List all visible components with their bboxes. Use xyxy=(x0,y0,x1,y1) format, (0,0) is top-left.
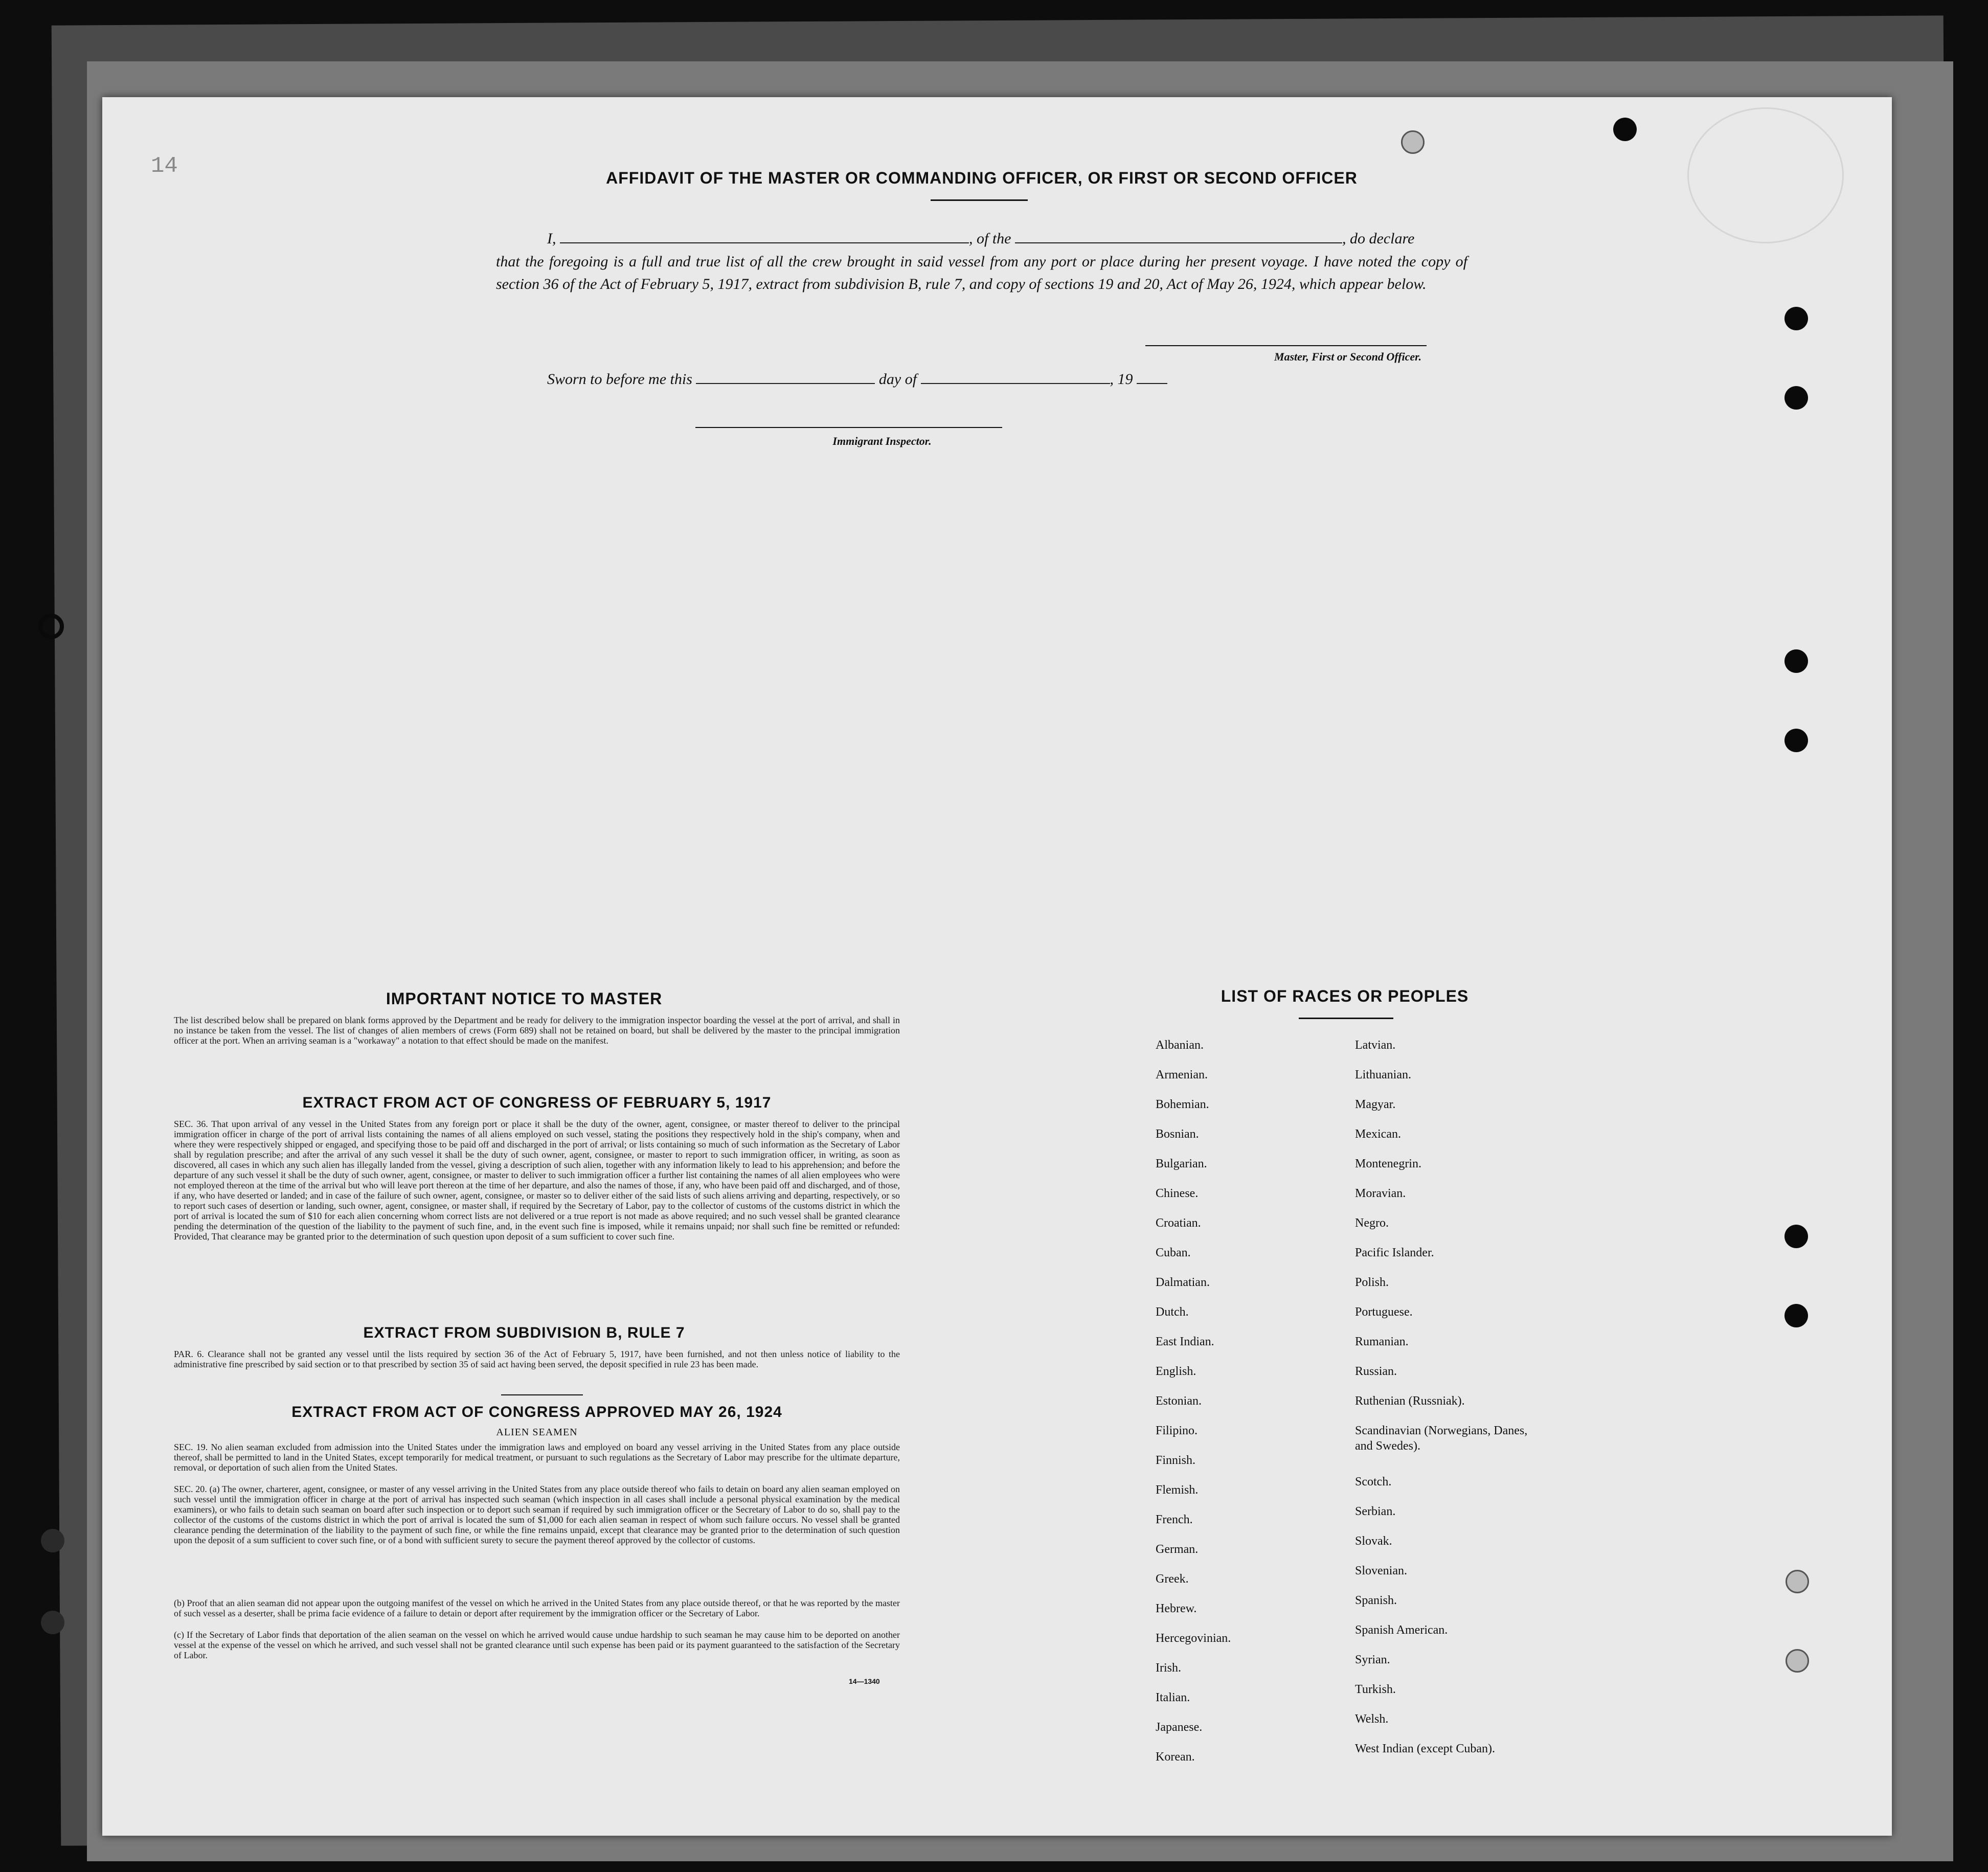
inspector-caption: Immigrant Inspector. xyxy=(832,435,932,447)
punch-hole-icon xyxy=(1784,307,1808,330)
race-item: Spanish American. xyxy=(1355,1623,1448,1637)
race-item: Ruthenian (Russniak). xyxy=(1355,1394,1465,1408)
race-item: Dutch. xyxy=(1156,1305,1189,1319)
race-item: Russian. xyxy=(1355,1365,1397,1378)
margin-mark: 14 xyxy=(151,153,178,179)
sworn-day-blank[interactable] xyxy=(696,383,875,384)
race-item: Latvian. xyxy=(1355,1039,1396,1052)
race-item: Estonian. xyxy=(1156,1394,1202,1408)
race-item: Croatian. xyxy=(1156,1216,1201,1230)
punch-hole-icon xyxy=(1613,118,1637,141)
sworn-day-of-label: day of xyxy=(878,371,917,388)
extract-1917-body: SEC. 36. That upon arrival of any vessel in the United States from any foreign port or place it shall be the duty of the owner, agent, consignee, or master thereof to deliver to the principal immigration officer in charge of the port of arrival lists containing the names of all aliens employed on such vessel, stating the positions they respectively hold in the ship's company, when and where they were respectively shipped or engaged, and specifying those to be paid off and discharged in the port of arrival; or lists containing so much of such information as the Secretary of Labor shall by regulation prescribe; and after the arrival of any such vessel it shall be the duty of such owner, agent, consignee, or master to report to such immigration officer, in writing, as soon as discovered, all cases in which any such alien has illegally landed from the vessel, giving a description of such alien, together with any information likely to lead to his apprehension; and before the departure of any such vessel it shall be the duty of such owner, agent, consignee, or master to deliver to such immigration officer a further list containing the names of all alien employees who were not employed thereon at the time of the arrival but who will leave port thereon at the time of her departure, and also the names of those, if any, who have been paid off and discharged, and of those, if any, who have deserted or landed; and in case of the failure of such owner, agent, consignee, or master so to deliver either of the said lists of such aliens arriving and departing, respectively, or so to report such cases of desertion or landing, such owner, agent, consignee, or master shall, if required by the Secretary of Labor, pay to the collector of customs of the customs district in which the port of arrival is located the sum of $10 for each alien concerning whom correct lists are not delivered or a true report is not made as above required; and no such vessel shall be granted clearance pending the determination of the question of the liability to the payment of such fine, and, in the event such fine is imposed, while it remains unpaid; nor shall such fine be remitted or refunded: Provided, That clearance may be granted prior to the determination of such question upon deposit of a sum sufficient to cover such fine. xyxy=(174,1119,900,1242)
inspector-line xyxy=(695,427,1002,428)
race-item: Bosnian. xyxy=(1156,1127,1199,1141)
race-item: English. xyxy=(1156,1365,1196,1378)
punch-hole-icon xyxy=(1784,649,1808,673)
sworn-year-blank[interactable] xyxy=(1137,383,1167,384)
race-item: Pacific Islander. xyxy=(1355,1246,1434,1259)
race-item: German. xyxy=(1156,1543,1199,1556)
race-item: Japanese. xyxy=(1156,1721,1203,1734)
alien-seamen-subtitle: ALIEN SEAMEN xyxy=(496,1427,578,1438)
document-page xyxy=(102,97,1892,1836)
race-item: Spanish. xyxy=(1355,1594,1397,1607)
race-item: Portuguese. xyxy=(1355,1305,1413,1319)
race-item: West Indian (except Cuban). xyxy=(1355,1742,1495,1755)
race-item: Syrian. xyxy=(1355,1653,1390,1666)
sworn-year-label: , 19 xyxy=(1110,371,1133,388)
race-item: Flemish. xyxy=(1156,1483,1199,1497)
affidavit-title-rule xyxy=(931,199,1028,201)
race-item: Hercegovinian. xyxy=(1156,1632,1231,1645)
race-item: Italian. xyxy=(1156,1691,1190,1704)
race-item: Magyar. xyxy=(1355,1098,1396,1111)
punch-hole-icon xyxy=(1784,1304,1808,1327)
race-item: Slovenian. xyxy=(1355,1564,1407,1577)
punch-hole-icon xyxy=(1784,386,1808,410)
sec20a-body: SEC. 20. (a) The owner, charterer, agent, consignee, or master of any vessel arriving in the United States from any place outside thereof who fails to detain on board any alien seaman employed on such vessel until the immigration officer in charge at the port of arrival has inspected such seaman (which inspection in all cases shall include a personal physical examination by the medical examiners), or who fails to detain such seaman on board after such inspection or to deport such seaman if required by such immigration officer or the Secretary of Labor to do so, shall pay to the collector of the customs of the customs district in which the port of arrival is located the sum of $1,000 for each alien seaman in respect of whom such failure occurs. No vessel shall be granted clearance pending the determination of the liability to the payment of such fine, or while the fine remains unpaid, except that clearance may be granted prior to the determination of such question upon the deposit of a sum sufficient to cover such fine, or of a bond with sufficient surety to secure the payment thereof approved by the collector of customs. xyxy=(174,1484,900,1545)
sworn-line xyxy=(547,368,1314,391)
races-left-column xyxy=(1156,1030,1340,1772)
punch-hole-icon xyxy=(1786,1649,1809,1673)
race-item: Finnish. xyxy=(1156,1454,1196,1467)
race-item: Negro. xyxy=(1355,1216,1389,1230)
signature-caption: Master, First or Second Officer. xyxy=(1274,350,1421,363)
notice-title: IMPORTANT NOTICE TO MASTER xyxy=(386,989,663,1008)
punch-hole-icon xyxy=(1786,1570,1809,1593)
punch-hole-icon xyxy=(1784,729,1808,752)
race-item: Bohemian. xyxy=(1156,1098,1209,1111)
race-item: Mexican. xyxy=(1355,1127,1401,1141)
race-item: French. xyxy=(1156,1513,1193,1526)
affidavit-declare-label: , do declare xyxy=(1342,230,1415,247)
binder-hole-icon xyxy=(41,1529,64,1552)
race-item: Bulgarian. xyxy=(1156,1157,1207,1170)
races-title-rule xyxy=(1299,1018,1393,1019)
race-item: Welsh. xyxy=(1355,1712,1389,1726)
race-item: Cuban. xyxy=(1156,1246,1191,1259)
race-item: Irish. xyxy=(1156,1661,1181,1675)
extract-1924-title: EXTRACT FROM ACT OF CONGRESS APPROVED MAY 26, 1924 xyxy=(291,1404,782,1420)
rule7-divider xyxy=(501,1394,583,1395)
extract-1917-title: EXTRACT FROM ACT OF CONGRESS OF FEBRUARY 5, 1917 xyxy=(302,1094,772,1111)
race-item: Scotch. xyxy=(1355,1475,1392,1488)
race-item: Polish. xyxy=(1355,1276,1389,1289)
affidavit-line-1 xyxy=(547,228,1575,250)
affidavit-title: AFFIDAVIT OF THE MASTER OR COMMANDING OFFICER, OR FIRST OR SECOND OFFICER xyxy=(606,169,1358,187)
race-item: Scandinavian (Norwegians, Danes, and Swedes). xyxy=(1355,1424,1528,1453)
race-item: Serbian. xyxy=(1355,1505,1396,1518)
rule7-title: EXTRACT FROM SUBDIVISION B, RULE 7 xyxy=(363,1324,685,1341)
race-item: Greek. xyxy=(1156,1572,1189,1586)
race-item: Moravian. xyxy=(1355,1187,1406,1200)
race-item: Lithuanian. xyxy=(1355,1068,1411,1081)
name-blank[interactable] xyxy=(560,242,969,243)
binder-hole-icon xyxy=(38,614,64,639)
race-item: East Indian. xyxy=(1156,1335,1214,1348)
race-item: Korean. xyxy=(1156,1750,1195,1764)
race-item: Turkish. xyxy=(1355,1683,1396,1696)
race-item: Armenian. xyxy=(1156,1068,1208,1081)
punch-hole-icon xyxy=(1784,1225,1808,1248)
affidavit-i-label: I, xyxy=(547,230,556,247)
faint-stamp xyxy=(1687,107,1844,243)
vessel-blank[interactable] xyxy=(1015,242,1342,243)
rule7-body: PAR. 6. Clearance shall not be granted any vessel until the lists required by section 36 of the Act of February 5, 1917, have been furnished, and not then unless notice of liability to the administrative fine prescribed by said section or to that prescribed by section 35 of said act having been served, the deposit specified in rule 23 has been made. xyxy=(174,1349,900,1369)
sec20b-body: (b) Proof that an alien seaman did not appear upon the outgoing manifest of the vessel on which he arrived in the United States from any place outside thereof, or that he was reported by the master of such vessel as a deserter, shall be prima facie evidence of a failure to detain or deport after requirement by the immigration officer or the Secretary of Labor. xyxy=(174,1598,900,1618)
affidavit-of-the-label: , of the xyxy=(969,230,1011,247)
sworn-label: Sworn to before me this xyxy=(547,371,692,388)
sec20c-body: (c) If the Secretary of Labor finds that deportation of the alien seaman on the vessel on which he arrived would cause undue hardship to such seaman he may cause him to be deported on another vessel at the expense of the vessel on which he arrived, and such vessel shall not be granted clearance until such expense has been paid or its payment guaranteed to the satisfaction of the Secretary of Labor. xyxy=(174,1630,900,1660)
signature-line xyxy=(1145,345,1427,346)
binder-hole-icon xyxy=(41,1611,64,1634)
sworn-month-blank[interactable] xyxy=(921,383,1110,384)
affidavit-body: that the foregoing is a full and true list of all the crew brought in said vessel from any port or place during her present voyage. I have noted the copy of section 36 of the Act of February 5, 1917, extract from subdivision B, rule 7, and copy of sections 19 and 20, Act of May 26, 1924, which appear below. xyxy=(496,253,1467,292)
race-item: Montenegrin. xyxy=(1355,1157,1421,1170)
race-item: Rumanian. xyxy=(1355,1335,1409,1348)
race-item: Filipino. xyxy=(1156,1424,1198,1437)
race-item: Albanian. xyxy=(1156,1039,1204,1052)
race-item: Dalmatian. xyxy=(1156,1276,1210,1289)
form-number: 14—1340 xyxy=(849,1677,880,1685)
race-item: Hebrew. xyxy=(1156,1602,1197,1615)
races-title: LIST OF RACES OR PEOPLES xyxy=(1221,987,1469,1005)
races-right-column xyxy=(1355,1030,1570,1764)
race-item: Chinese. xyxy=(1156,1187,1199,1200)
notice-body: The list described below shall be prepared on blank forms approved by the Department and be ready for delivery to the immigration inspector boarding the vessel at the port of arrival, and shall in no instance be taken from the vessel. The list of changes of alien members of crews (Form 689) shall not be retained on board, but shall be delivered by the master to the principal immigration officer at the port. When an arriving seaman is a "workaway" a notation to that effect should be made on the manifest. xyxy=(174,1015,900,1046)
punch-hole-icon xyxy=(1401,130,1425,154)
sec19-body: SEC. 19. No alien seaman excluded from admission into the United States under the immigration laws and employed on board any vessel arriving in the United States from any place outside thereof, shall be permitted to land in the United States, except temporarily for medical treatment, or pursuant to such regulations as the Secretary of Labor may prescribe for the ultimate departure, removal, or deportation of such alien from the United States. xyxy=(174,1442,900,1473)
race-item: Slovak. xyxy=(1355,1535,1392,1548)
